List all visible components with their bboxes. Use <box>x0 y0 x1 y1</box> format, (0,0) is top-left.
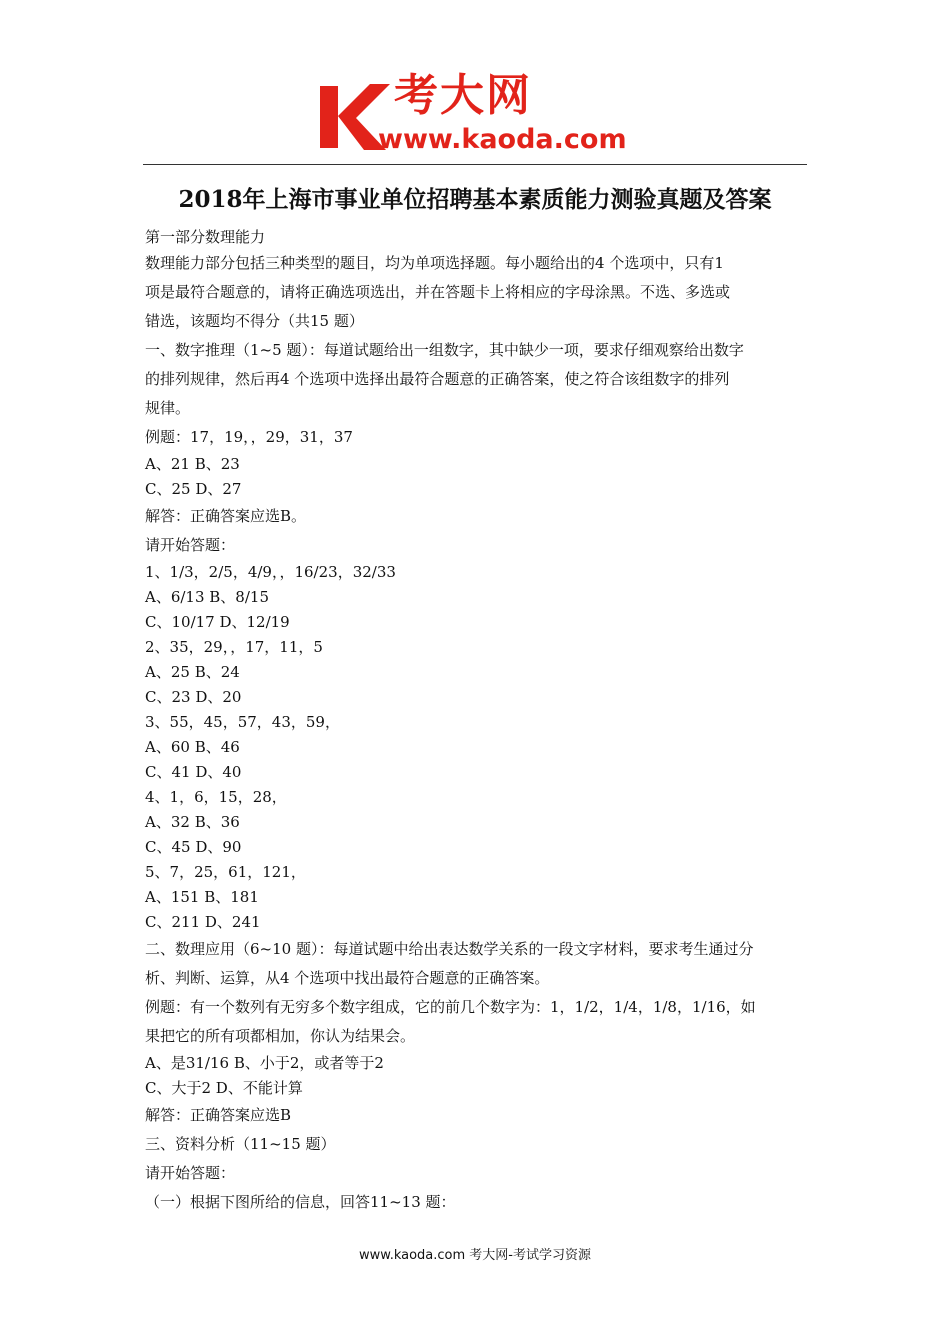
logo-url-text: www.kaoda.com <box>378 124 627 155</box>
text-line: A、32 B、36 <box>145 813 240 831</box>
text-line: 数理能力部分包括三种类型的题目，均为单项选择题。每小题给出的4 个选项中，只有1 <box>145 254 724 272</box>
site-logo[interactable] <box>316 70 646 160</box>
text-line: 第一部分数理能力 <box>145 228 266 246</box>
header-divider <box>143 164 807 165</box>
text-line: 三、资料分析（11~15 题） <box>145 1135 336 1153</box>
text-line: 例题：17，19，，29，31，37 <box>145 428 353 446</box>
text-line: A、151 B、181 <box>145 888 259 906</box>
logo-brand-text: 考大网 <box>394 70 532 121</box>
text-line: （一）根据下图所给的信息，回答11~13 题： <box>145 1193 456 1211</box>
page-title: 2018年上海市事业单位招聘基本素质能力测验真题及答案 <box>178 186 772 213</box>
text-line: C、大于2 D、不能计算 <box>145 1079 303 1097</box>
text-line: A、60 B、46 <box>145 738 240 756</box>
text-line: C、41 D、40 <box>145 763 242 781</box>
text-line: 5、7，25，61，121， <box>145 863 306 881</box>
text-line: 例题：有一个数列有无穷多个数字组成，它的前几个数字为：1，1/2，1/4，1/8，1/16，如 <box>145 998 756 1016</box>
document-body <box>145 226 809 1217</box>
text-line: A、25 B、24 <box>145 663 240 681</box>
text-line: 2、35，29，，17，11，5 <box>145 638 323 656</box>
text-line: C、211 D、241 <box>145 913 261 931</box>
text-line: A、21 B、23 <box>145 455 240 473</box>
text-line: 一、数字推理（1~5 题）：每道试题给出一组数字，其中缺少一项，要求仔细观察给出数字 <box>145 341 744 359</box>
text-line: 解答：正确答案应选B <box>145 1106 292 1124</box>
text-line: A、6/13 B、8/15 <box>145 588 269 606</box>
text-line: 果把它的所有项都相加，你认为结果会。 <box>145 1027 416 1045</box>
text-line: 请开始答题： <box>145 1164 236 1182</box>
text-line: 析、判断、运算，从4 个选项中找出最符合题意的正确答案。 <box>145 969 550 987</box>
text-line: 的排列规律，然后再4 个选项中选择出最符合题意的正确答案，使之符合该组数字的排列 <box>145 370 730 388</box>
page-footer: www.kaoda.com 考大网-考试学习资源 <box>359 1248 591 1263</box>
text-line: A、是31/16 B、小于2，或者等于2 <box>145 1054 384 1072</box>
text-line: 二、数理应用（6~10 题）：每道试题中给出表达数学关系的一段文字材料，要求考生通过分 <box>145 940 754 958</box>
text-line: 4、1，6，15，28， <box>145 788 287 806</box>
text-line: 请开始答题： <box>145 536 236 554</box>
text-line: 1、1/3，2/5，4/9，，16/23，32/33 <box>145 563 396 581</box>
text-line: 规律。 <box>145 399 191 417</box>
text-line: C、10/17 D、12/19 <box>145 613 290 631</box>
text-line: C、45 D、90 <box>145 838 242 856</box>
text-line: 解答：正确答案应选B。 <box>145 507 307 525</box>
text-line: 3、55，45，57，43，59， <box>145 713 340 731</box>
text-line: C、23 D、20 <box>145 688 242 706</box>
text-line: C、25 D、27 <box>145 480 242 498</box>
text-line: 项是最符合题意的，请将正确选项选出，并在答题卡上将相应的字母涂黑。不选、多选或 <box>145 283 731 301</box>
text-line: 错选，该题均不得分（共15 题） <box>145 312 364 330</box>
